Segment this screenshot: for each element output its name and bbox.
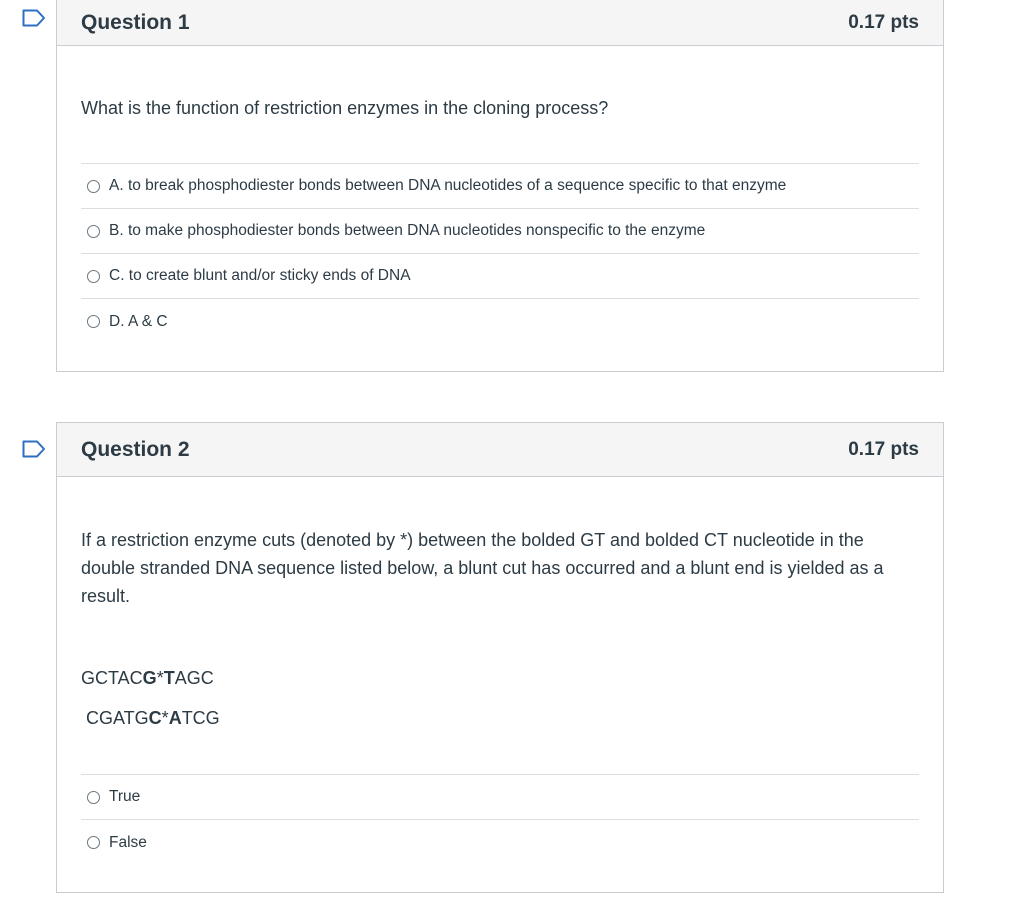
radio-button[interactable]: [87, 315, 100, 328]
answer-label: True: [109, 788, 141, 805]
radio-button[interactable]: [87, 225, 100, 238]
radio-button[interactable]: [87, 836, 100, 849]
answer-option-true[interactable]: [81, 775, 919, 820]
answer-label: False: [109, 833, 147, 851]
answer-label: B. to make phosphodiester bonds between DNA nucleotides nonspecific to the enzyme: [109, 222, 706, 239]
question-1-header: [57, 0, 943, 46]
answer-label: C. to create blunt and/or sticky ends of DNA: [109, 267, 411, 284]
question-1-text: What is the function of restriction enzymes in the cloning process?: [81, 98, 609, 118]
answer-option-false[interactable]: [81, 820, 919, 865]
question-1-title: Question 1: [81, 11, 190, 34]
answer-option-d[interactable]: [81, 299, 919, 344]
flag-question-2-icon[interactable]: [22, 440, 46, 458]
answer-label: D. A & C: [109, 312, 168, 330]
radio-button[interactable]: [87, 791, 100, 804]
answer-option-a[interactable]: [81, 164, 919, 209]
question-2-text: If a restriction enzyme cuts (denoted by *) between the bolded GT and bolded CT nucleotide in the double stranded DNA sequence listed below, a blunt cut has occurred and a blunt end is yielded as a result.: [81, 530, 884, 606]
question-1-answers: [81, 163, 919, 344]
question-2-answers: [81, 774, 919, 865]
answer-option-c[interactable]: [81, 254, 919, 299]
answer-label: A. to break phosphodiester bonds between DNA nucleotides of a sequence specific to that enzyme: [109, 177, 787, 194]
radio-button[interactable]: [87, 270, 100, 283]
question-2-points: 0.17 pts: [848, 438, 919, 460]
dna-sequence-top: GCTACG*TAGC: [81, 668, 214, 688]
question-2-card: [56, 422, 944, 893]
question-1-card: [56, 0, 944, 372]
flag-question-1-icon[interactable]: [22, 9, 46, 27]
answer-option-b[interactable]: [81, 209, 919, 254]
question-1-points: 0.17 pts: [848, 12, 919, 33]
radio-button[interactable]: [87, 180, 100, 193]
question-2-title: Question 2: [81, 437, 190, 461]
question-2-header: [57, 423, 943, 477]
dna-sequence-bottom: CGATGC*ATCG: [86, 708, 220, 728]
